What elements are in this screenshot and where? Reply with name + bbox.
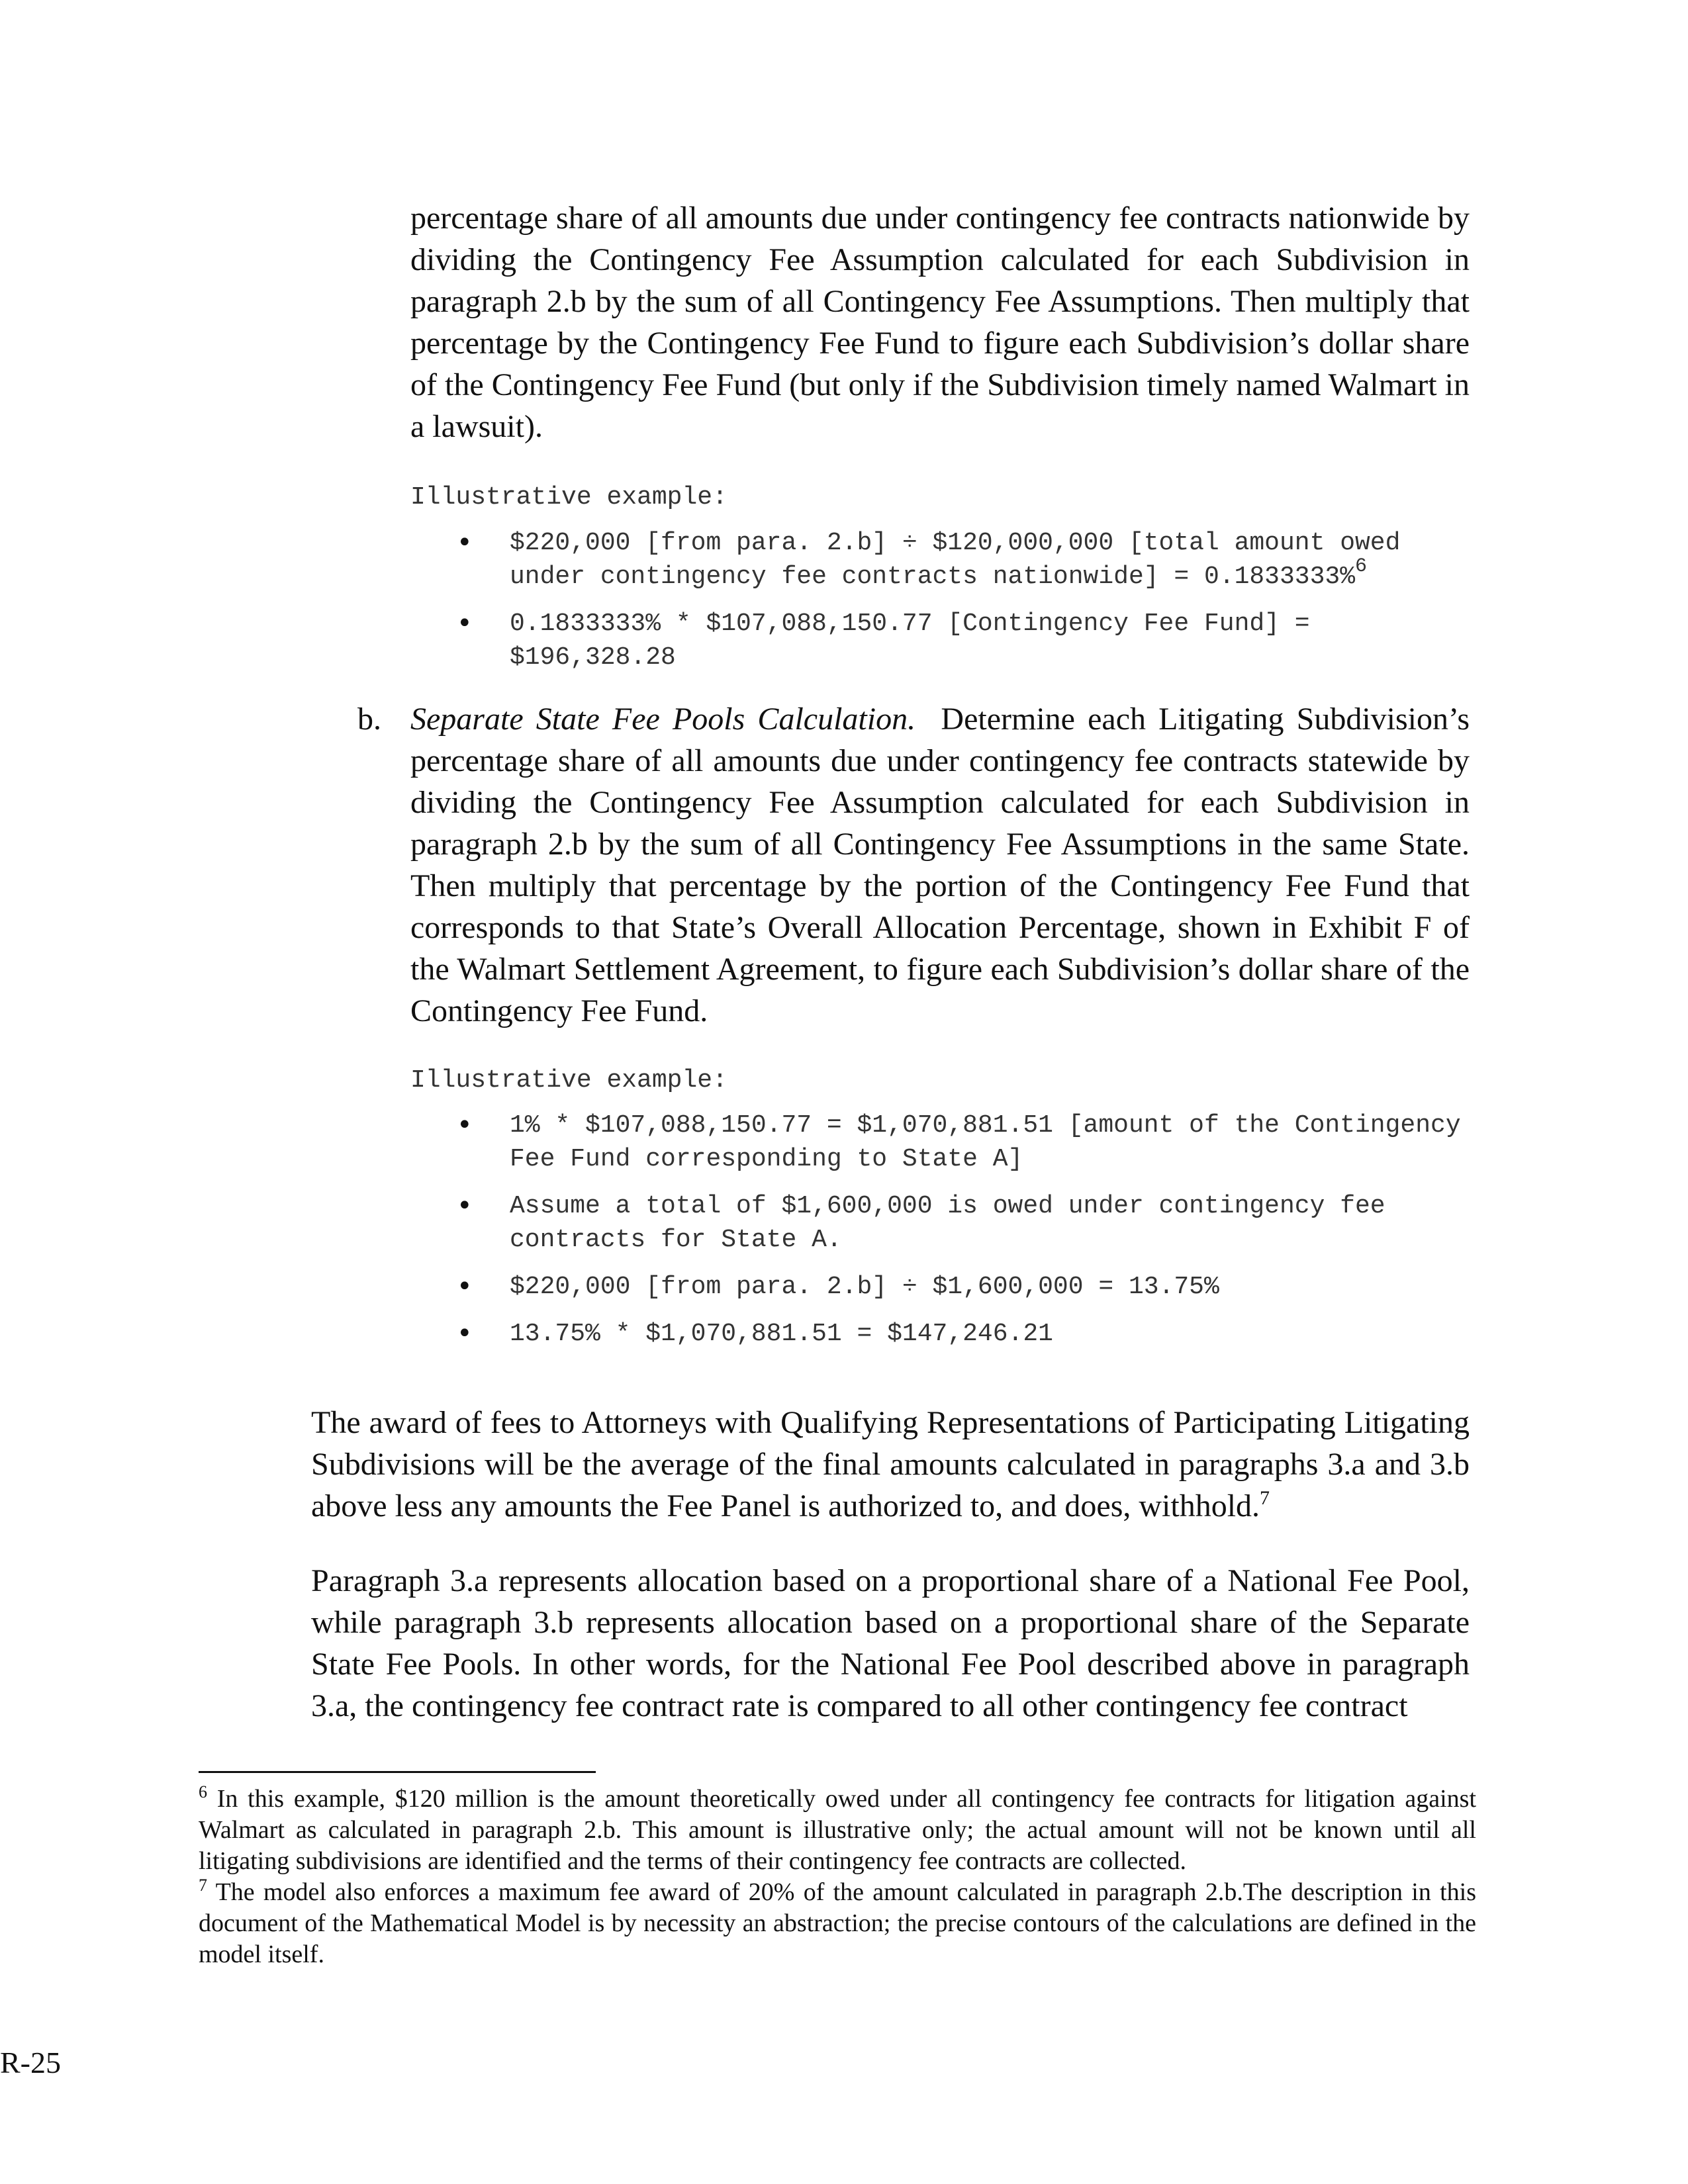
item-b-text: Determine each Litigating Subdivision’s percentage share of all amounts due under contingency fee contracts statewide by dividing the Contingency Fee Assumption calculated for each Subdivision in paragraph 2.b by the sum of all Contingency Fee Assumptions in the same State. Then multiply that percentage by the portion of the Contingency Fee Fund that corresponds to that State’s Overall Allocation Percentage, shown in Exhibit F of the Walmart Settlement Agreement, to figure each Subdivision’s dollar share of the Contingency Fee Fund. [410,702,1470,1028]
award-text: The award of fees to Attorneys with Qualifying Representations of Participating Litigating Subdivisions will be the average of the final amounts calculated in paragraphs 3.a and 3.b above less any amounts the Fee Panel is authorized to, and does, withhold. [311,1405,1470,1524]
paragraph-a-continuation [410,197,1470,447]
example-a-bullets [457,526,1476,688]
list-item [457,1317,1476,1351]
footnotes [199,1784,1476,1970]
paragraph-a-text: percentage share of all amounts due under contingency fee contracts nationwide by dividing the Contingency Fee Assumption calculated for each Subdivision in paragraph 2.b by the sum of all Contingency Fee Assumptions. Then multiply that percentage by the Contingency Fee Fund to figure each Subdivision’s dollar share of the Contingency Fee Fund (but only if the Subdivision timely named Walmart in a lawsuit). [410,201,1470,444]
item-b-label: b. [357,702,381,737]
bullet-text: $220,000 [from para. 2.b] ÷ $1,600,000 = 13.75% [510,1273,1219,1301]
list-item [457,526,1476,594]
list-item [457,1109,1476,1176]
bullet-icon: • [457,1271,473,1302]
footnote-7 [199,1877,1476,1970]
bullet-icon: • [457,1191,473,1221]
bullet-text: $220,000 [from para. 2.b] ÷ $120,000,000 [total amount owed under contingency fee contracts nationwide] = 0.1833333% [510,529,1401,591]
bullet-icon: • [457,527,473,558]
footnote-text: In this example, $120 million is the amount theoretically owed under all contingency fee contracts for litigation against Walmart as calculated in paragraph 2.b. This amount is illustrative only; the actual amount will not be known until all litigating subdivisions are identified and the terms of their contingency fee contracts are collected. [199,1785,1477,1875]
bullet-icon: • [457,1110,473,1140]
bullet-text: 0.1833333% * $107,088,150.77 [Contingency Fee Fund] = $196,328.28 [510,610,1310,672]
page-number: R-25 [0,2046,61,2079]
item-b-body [410,698,1470,1032]
footnote-number: 7 [199,1876,207,1895]
footnote-6 [199,1784,1476,1877]
award-paragraph [311,1402,1470,1527]
footnote-ref-7: 7 [1260,1487,1270,1509]
example-a-heading: Illustrative example: [410,483,727,512]
example-b-heading: Illustrative example: [410,1066,727,1095]
footnote-number: 6 [199,1782,207,1801]
bullet-text: Assume a total of $1,600,000 is owed under contingency fee contracts for State A. [510,1192,1385,1254]
example-b-bullets [457,1109,1476,1364]
footnote-ref-6: 6 [1355,555,1368,578]
bullet-text: 13.75% * $1,070,881.51 = $147,246.21 [510,1320,1053,1348]
allocation-paragraph [311,1560,1470,1727]
list-item [457,1270,1476,1304]
bullet-icon: • [457,1318,473,1349]
allocation-text: Paragraph 3.a represents allocation based on a proportional share of a National Fee Pool, while paragraph 3.b represents allocation based on a proportional share of the Separate State Fee Pools. In other words, for the National Fee Pool described above in paragraph 3.a, the contingency fee contract rate is compared to all other contingency fee contract [311,1563,1470,1723]
list-item [457,607,1476,674]
bullet-text: 1% * $107,088,150.77 = $1,070,881.51 [amount of the Contingency Fee Fund corresponding to State A] [510,1111,1461,1173]
bullet-icon: • [457,608,473,639]
footnote-text: The model also enforces a maximum fee award of 20% of the amount calculated in paragraph 2.b.The description in this document of the Mathematical Model is by necessity an abstraction; the precise contours of the calculations are defined in the model itself. [199,1878,1476,1968]
list-item [457,1189,1476,1257]
item-b-title: Separate State Fee Pools Calculation. [410,702,916,737]
item-b-section [357,698,1470,1032]
footnote-divider [199,1771,596,1773]
